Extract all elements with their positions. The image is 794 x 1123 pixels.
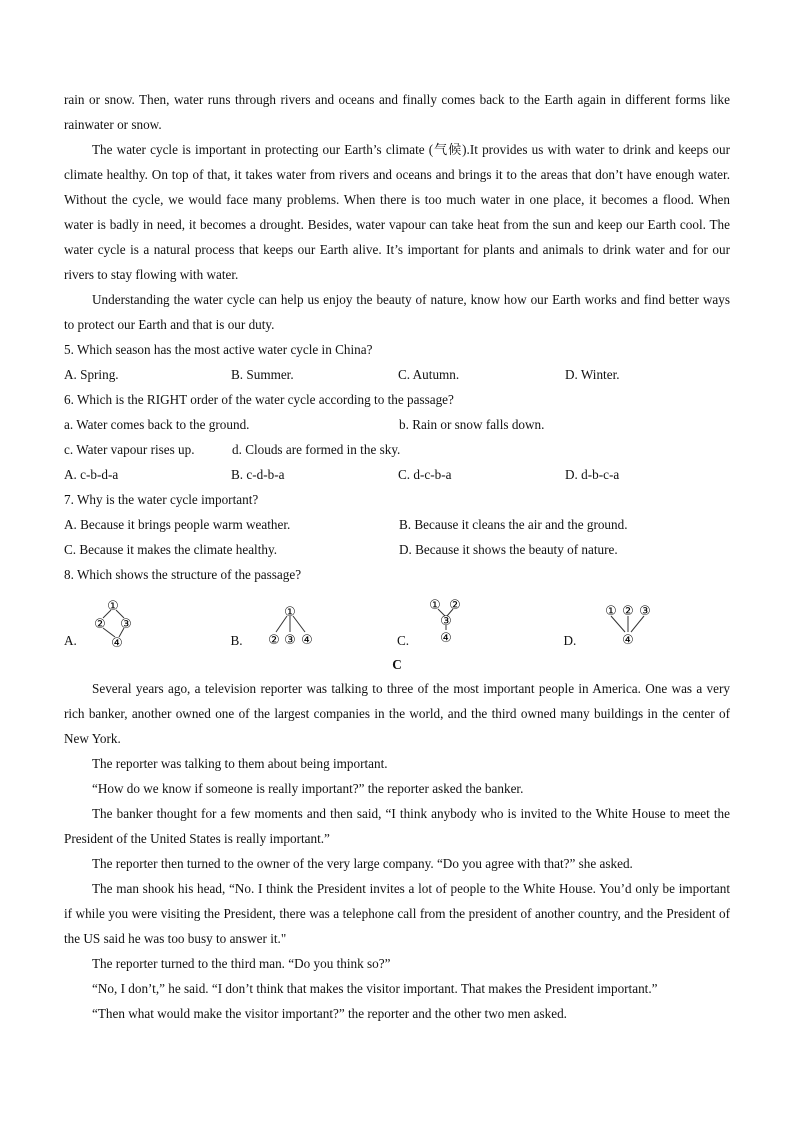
question-6-items-cd bbox=[64, 437, 730, 462]
structure-diagram-a bbox=[83, 599, 163, 651]
structure-diagram-d bbox=[582, 599, 662, 651]
question-6-items-ab bbox=[64, 412, 730, 437]
question-8-stem: 8. Which shows the structure of the passage? bbox=[64, 567, 302, 582]
structure-a-node-2: ② bbox=[94, 617, 106, 632]
q5-option-b[interactable]: B. Summer. bbox=[231, 367, 294, 382]
passage-c-paragraph-3: “How do we know if someone is really important?” the reporter asked the banker. bbox=[92, 781, 524, 796]
q6-item-d: d. Clouds are formed in the sky. bbox=[232, 442, 401, 457]
structure-d-node-2: ② bbox=[622, 604, 635, 619]
q6-item-c: c. Water vapour rises up. bbox=[64, 442, 195, 457]
q6-option-c[interactable]: C. d-c-b-a bbox=[398, 467, 452, 482]
q8-option-d-label: D. bbox=[563, 633, 577, 648]
structure-d-node-1: ① bbox=[605, 604, 618, 619]
q5-option-c[interactable]: C. Autumn. bbox=[398, 367, 460, 382]
q8-option-a-label: A. bbox=[64, 633, 77, 648]
passage-b-paragraph-1: rain or snow. Then, water runs through rivers and oceans and finally comes back to the Earth again in different forms like rainwater or snow. bbox=[64, 92, 730, 132]
passage-c-paragraph-2: The reporter was talking to them about being important. bbox=[92, 756, 388, 771]
passage-c-paragraph-8: “No, I don’t,” he said. “I don’t think that makes the visitor important. That makes the President important.” bbox=[92, 981, 658, 996]
passage-c-paragraph-4: The banker thought for a few moments and then said, “I think anybody who is invited to the White House to meet the President of the United States is really important.” bbox=[64, 806, 730, 846]
passage-c-paragraph-6: The man shook his head, “No. I think the President invites a lot of people to the White House. You’d only be important if while you were visiting the President, there was a telephone call from the president of another country, and the President of the US said he was too busy to answer it." bbox=[64, 881, 730, 946]
q5-option-d[interactable]: D. Winter. bbox=[565, 367, 620, 382]
passage-c-title: C bbox=[392, 657, 402, 672]
q7-option-b[interactable]: B. Because it cleans the air and the ground. bbox=[399, 517, 628, 532]
q6-item-a: a. Water comes back to the ground. bbox=[64, 417, 250, 432]
structure-a-node-4: ④ bbox=[111, 636, 123, 651]
passage-c-paragraph-9: “Then what would make the visitor important?” the reporter and the other two men asked. bbox=[92, 1006, 567, 1021]
structure-c-node-2: ② bbox=[449, 599, 461, 613]
structure-b-node-3: ③ bbox=[283, 633, 296, 648]
structure-diagram-c bbox=[415, 599, 495, 651]
structure-c-node-1: ① bbox=[429, 599, 441, 613]
q7-option-c[interactable]: C. Because it makes the climate healthy. bbox=[64, 542, 278, 557]
q5-option-a[interactable]: A. Spring. bbox=[64, 367, 119, 382]
q8-option-b-label: B. bbox=[230, 633, 243, 648]
structure-b-node-1: ① bbox=[283, 605, 296, 620]
question-7-options-cd bbox=[64, 537, 730, 562]
structure-b-node-2: ② bbox=[267, 633, 280, 648]
question-8-options bbox=[64, 589, 730, 651]
q8-option-b[interactable] bbox=[231, 599, 398, 651]
q8-option-d[interactable] bbox=[564, 599, 731, 651]
passage-c-paragraph-1: Several years ago, a television reporter was talking to three of the most important people in America. One was a very rich banker, another owned one of the largest companies in the world, and the third owned many buildings in the center of New York. bbox=[64, 681, 730, 746]
q7-option-a[interactable]: A. Because it brings people warm weather. bbox=[64, 517, 291, 532]
structure-d-node-4: ④ bbox=[622, 633, 635, 648]
document-page bbox=[64, 87, 730, 1026]
structure-diagram-b bbox=[249, 599, 329, 651]
q8-option-a[interactable] bbox=[64, 599, 231, 651]
structure-b-node-4: ④ bbox=[300, 633, 313, 648]
question-6-options bbox=[64, 462, 730, 487]
passage-b-paragraph-2: The water cycle is important in protecting our Earth’s climate (气候).It provides us with water to drink and keeps our climate healthy. On top of that, it takes water from rivers and oceans and brings it to the areas that don’t have enough water. Without the cycle, we would face many problems. When there is too much water in one place, it becomes a flood. When water is badly in need, it becomes a drought. Besides, water vapour can take heat from the sun and keep our Earth cool. The water cycle is a natural process that keeps our Earth alive. It’s important for plants and animals to drink water and for our rivers to stay flowing with water. bbox=[64, 142, 730, 282]
q6-item-b: b. Rain or snow falls down. bbox=[399, 417, 545, 432]
q6-option-b[interactable]: B. c-d-b-a bbox=[231, 467, 285, 482]
passage-c-paragraph-5: The reporter then turned to the owner of the very large company. “Do you agree with that?” she asked. bbox=[92, 856, 633, 871]
q8-option-c-label: C. bbox=[397, 633, 410, 648]
q8-option-c[interactable] bbox=[397, 599, 564, 651]
q6-option-a[interactable]: A. c-b-d-a bbox=[64, 467, 119, 482]
structure-c-node-3: ③ bbox=[440, 614, 452, 629]
question-5-options bbox=[64, 362, 730, 387]
question-7-options-ab bbox=[64, 512, 730, 537]
question-5-stem: 5. Which season has the most active water cycle in China? bbox=[64, 342, 373, 357]
structure-a-node-1: ① bbox=[107, 599, 119, 614]
structure-c-node-4: ④ bbox=[440, 631, 452, 646]
question-6-stem: 6. Which is the RIGHT order of the water cycle according to the passage? bbox=[64, 392, 454, 407]
structure-a-node-3: ③ bbox=[120, 617, 132, 632]
question-7-stem: 7. Why is the water cycle important? bbox=[64, 492, 259, 507]
structure-d-node-3: ③ bbox=[639, 604, 652, 619]
passage-b-paragraph-3: Understanding the water cycle can help us enjoy the beauty of nature, know how our Earth works and find better ways to protect our Earth and that is our duty. bbox=[64, 292, 730, 332]
q6-option-d[interactable]: D. d-b-c-a bbox=[565, 467, 620, 482]
passage-c-paragraph-7: The reporter turned to the third man. “Do you think so?” bbox=[92, 956, 391, 971]
q7-option-d[interactable]: D. Because it shows the beauty of nature. bbox=[399, 542, 618, 557]
